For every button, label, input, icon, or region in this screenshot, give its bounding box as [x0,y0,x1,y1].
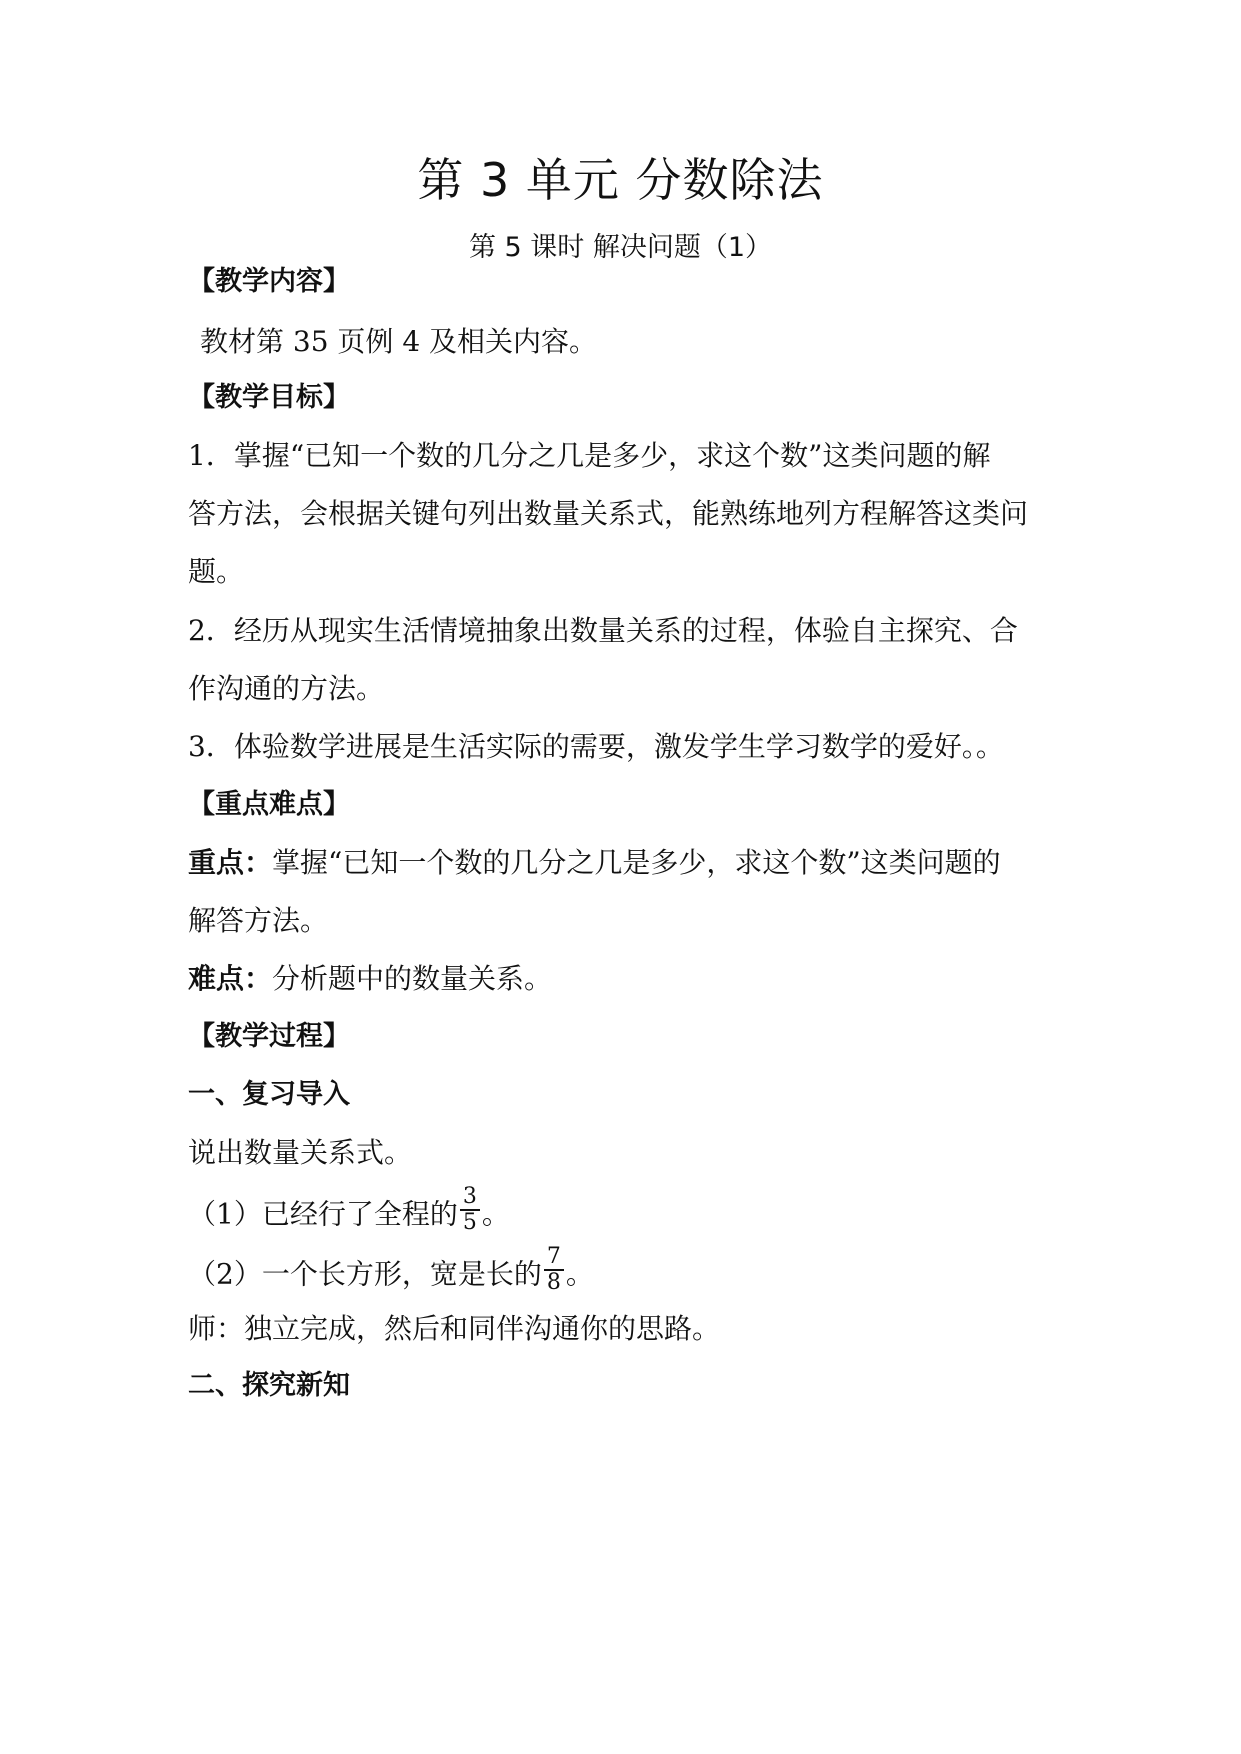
objective-2-line-2: 作沟通的方法。 [188,672,385,705]
fraction-3-5 [460,1185,480,1235]
focus-line-2: 解答方法。 [188,904,329,937]
review-question-2-end: 。 [565,1257,594,1291]
content-text: 教材第 35 页例 4 及相关内容。 [200,325,598,358]
fraction-7-8 [544,1245,564,1295]
section-heading-key-points: 【重点难点】 [188,789,350,820]
review-question-2 [188,1244,1058,1301]
section-heading-objectives: 【教学目标】 [188,382,350,413]
review-question-1-text: （1）已经行了全程的 [188,1197,458,1231]
focus-line-1 [188,843,1058,883]
focus-label: 重点： [188,846,273,879]
part-2-heading: 二、探究新知 [188,1370,350,1401]
objective-2-line-1: 2．经历从现实生活情境抽象出数量关系的过程，体验自主探究、合 [188,614,1018,647]
section-heading-process: 【教学过程】 [188,1021,350,1052]
document-subtitle: 第 5 课时 解决问题（1） [468,232,773,263]
part-1-intro: 说出数量关系式。 [188,1136,413,1169]
difficulty-label: 难点： [188,962,273,995]
fraction-numerator: 3 [460,1185,480,1211]
review-question-1-end: 。 [481,1197,510,1231]
document-title: 第 3 单元 分数除法 [417,153,824,207]
teacher-instruction: 师：独立完成，然后和同伴沟通你的思路。 [188,1312,721,1345]
part-1-heading: 一、复习导入 [188,1079,350,1110]
section-heading-content: 【教学内容】 [188,266,350,297]
objective-3-line-1: 3．体验数学进展是生活实际的需要，激发学生学习数学的爱好。。 [188,730,1004,763]
fraction-numerator: 7 [544,1245,564,1271]
focus-text-1: 掌握“已知一个数的几分之几是多少，求这个数”这类问题的 [272,846,1001,879]
review-question-1 [188,1184,1058,1241]
difficulty-line [188,959,1058,999]
review-question-2-text: （2）一个长方形，宽是长的 [188,1257,542,1291]
fraction-denominator: 5 [462,1210,477,1235]
objective-1-line-2: 答方法，会根据关键句列出数量关系式，能熟练地列方程解答这类问 [188,497,1029,530]
difficulty-text: 分析题中的数量关系。 [272,962,553,995]
fraction-denominator: 8 [546,1270,561,1295]
objective-1-line-3: 题。 [188,555,245,588]
objective-1-line-1: 1．掌握“已知一个数的几分之几是多少，求这个数”这类问题的解 [188,439,991,472]
